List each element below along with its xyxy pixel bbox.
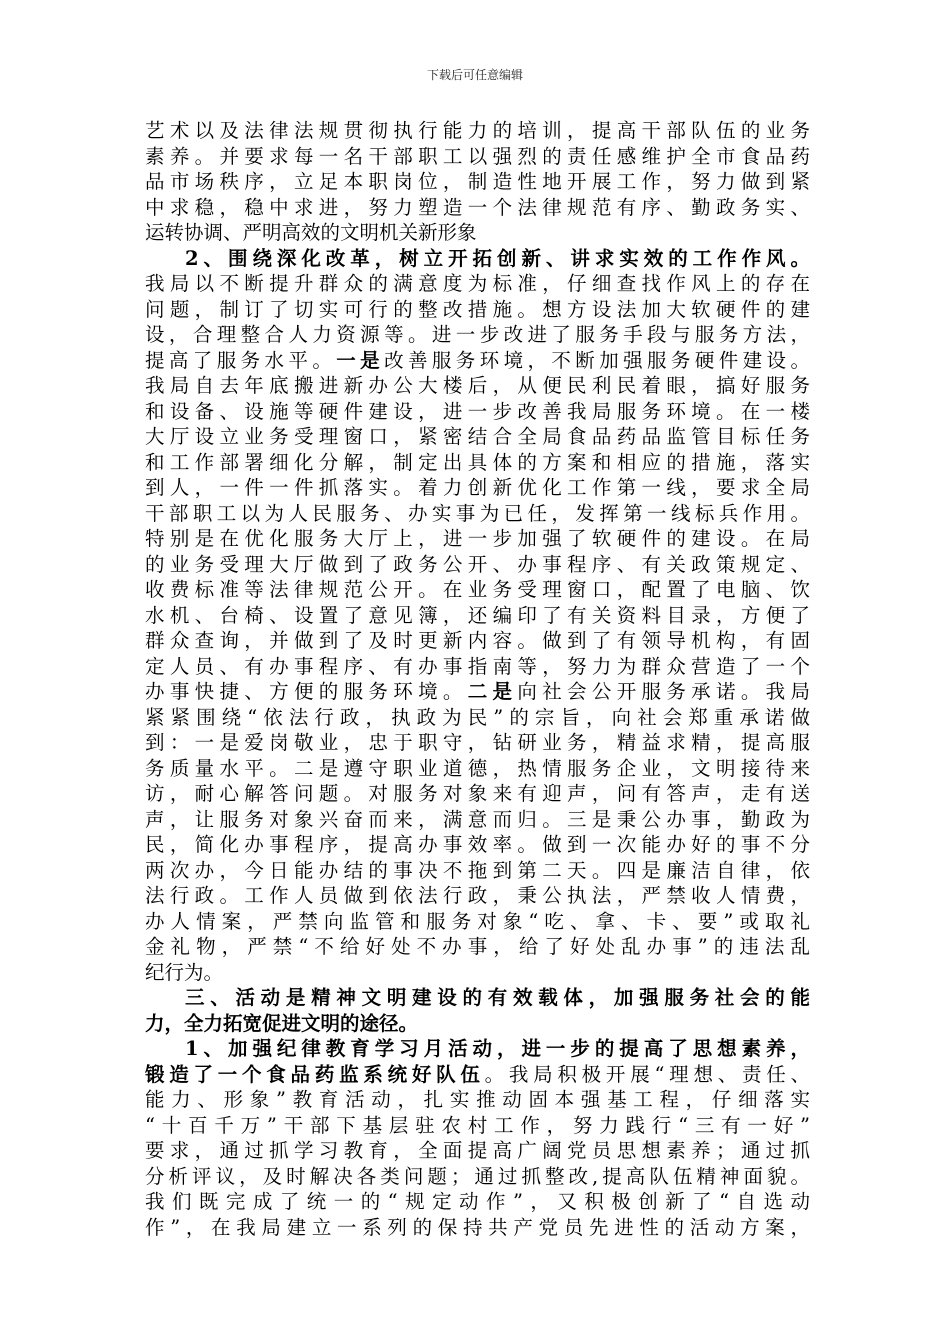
- text-line: [145, 220, 810, 246]
- text-line: [145, 424, 810, 450]
- text-line: [145, 1062, 810, 1088]
- text-line: [145, 1138, 810, 1164]
- text-line: [145, 297, 810, 323]
- text-segment: 我局自去年底搬进新办公大楼后，从便民利民着眼，搞好服务: [145, 374, 810, 397]
- text-line: [145, 985, 810, 1011]
- text-line: [145, 144, 810, 170]
- text-segment: 金礼物，严禁“不给好处不办事，给了好处乱办事”的违法乱: [145, 935, 810, 958]
- text-line: [145, 679, 810, 705]
- text-line: [145, 934, 810, 960]
- text-line: [145, 781, 810, 807]
- text-line: [145, 832, 810, 858]
- text-segment: 水机、台椅、设置了意见簿，还编印了有关资料目录，方便了: [145, 603, 810, 627]
- text-segment: 要求，通过抓学习教育，全面提高广阔党员思想素养；通过抓: [145, 1139, 810, 1162]
- text-line: [145, 1036, 810, 1062]
- text-line: [145, 1011, 810, 1037]
- text-line: [145, 909, 810, 935]
- text-line: [145, 628, 810, 654]
- text-line: [145, 169, 810, 195]
- text-segment: 到：一是爱岗敬业，忠于职守，钻研业务，精益求精，提高服: [145, 731, 810, 754]
- text-segment: 纪行为。: [145, 960, 224, 984]
- text-line: [145, 195, 810, 221]
- text-segment: 作”，在我局建立一系列的保持共产党员先进性的活动方案，: [145, 1215, 810, 1239]
- text-segment: 紧紧围绕“依法行政，执政为民”的宗旨，向社会郑重承诺做: [145, 705, 810, 729]
- text-line: [145, 322, 810, 348]
- text-line: [145, 399, 810, 425]
- bold-text-segment: 三、活动是精神文明建设的有效载体，加强服务社会的能: [185, 986, 810, 1009]
- text-segment: 办人情案，严禁向监管和服务对象“吃、拿、卡、要”或取礼: [145, 909, 810, 933]
- text-line: [145, 1215, 810, 1241]
- bold-text-segment: 锻造了一个食品药监系统好队伍: [145, 1062, 485, 1086]
- text-segment: 到人，一件一件抓落实。着力创新优化工作第一线，要求全局: [145, 476, 810, 499]
- text-segment: 分析评议，及时解决各类问题；通过抓整改,提高队伍精神面貌。: [145, 1164, 810, 1188]
- text-segment: 定人员、有办事程序、有办事指南等，努力为群众营造了一个: [145, 654, 810, 678]
- text-line: [145, 858, 810, 884]
- document-body: [145, 118, 810, 1240]
- text-line: [145, 501, 810, 527]
- text-segment: 两次办，今日能办结的事决不拖到第二天。四是廉洁自律，依: [145, 858, 810, 882]
- bold-text-segment: 1、加强纪律教育学习月活动，进一步的提高了思想素养，: [185, 1037, 810, 1060]
- text-line: [145, 577, 810, 603]
- text-line: [145, 1189, 810, 1215]
- text-segment: 我们既完成了统一的“规定动作”，又积极创新了“自选动: [145, 1190, 810, 1213]
- bold-text-segment: 2、围绕深化改革，树立开拓创新、讲求实效的工作作风。: [185, 246, 810, 270]
- text-segment: 办事快捷、方便的服务环境。: [145, 680, 468, 703]
- text-segment: 的业务受理大厅做到了政务公开、办事程序、有关政策规定、: [145, 552, 810, 576]
- text-line: [145, 603, 810, 629]
- text-segment: 中求稳，稳中求进，努力塑造一个法律规范有序、勤政务实、: [145, 195, 810, 219]
- text-line: [145, 450, 810, 476]
- text-line: [145, 883, 810, 909]
- text-line: [145, 271, 810, 297]
- text-line: [145, 475, 810, 501]
- text-line: [145, 1164, 810, 1190]
- text-line: [145, 756, 810, 782]
- text-line: [145, 373, 810, 399]
- text-line: [145, 526, 810, 552]
- bold-text-segment: 二是: [467, 680, 518, 703]
- text-segment: 艺术以及法律法规贯彻执行能力的培训，提高干部队伍的业务: [145, 119, 810, 142]
- text-segment: 能力、形象”教育活动，扎实推动固本强基工程，仔细落实: [145, 1088, 810, 1111]
- text-segment: 和设备、设施等硬件建设，进一步改善我局服务环境。在一楼: [145, 399, 810, 423]
- text-line: [145, 730, 810, 756]
- text-line: [145, 246, 810, 272]
- text-line: [145, 118, 810, 144]
- text-segment: 声，让服务对象兴奋而来，满意而归。三是秉公办事，勤政为: [145, 807, 810, 831]
- text-segment: 和工作部署细化分解，制定出具体的方案和相应的措施，落实: [145, 450, 810, 474]
- text-segment: 。我局积极开展“理想、责任、: [484, 1062, 810, 1086]
- bold-text-segment: 力，全力拓宽促进文明的途径。: [145, 1011, 419, 1035]
- text-segment: 特别是在优化服务大厅上，进一步加强了软硬件的建设。在局: [145, 527, 810, 550]
- text-line: [145, 348, 810, 374]
- text-segment: 提高了服务水平。: [145, 348, 337, 372]
- text-line: [145, 1113, 810, 1139]
- text-segment: “十百千万”干部下基层驻农村工作，努力践行“三有一好”: [145, 1113, 810, 1137]
- text-segment: 素养。并要求每一名干部职工以强烈的责任感维护全市食品药: [145, 144, 810, 168]
- text-segment: 向社会公开服务承诺。我局: [517, 680, 810, 703]
- bold-text-segment: 一是: [336, 348, 385, 372]
- text-line: [145, 552, 810, 578]
- text-segment: 民，简化办事程序，提高办事效率。做到一次能办好的事不分: [145, 833, 810, 856]
- text-line: [145, 1087, 810, 1113]
- text-segment: 务质量水平。二是遵守职业道德，热情服务企业，文明接待来: [145, 756, 810, 780]
- text-segment: 问题，制订了切实可行的整改措施。想方设法加大软硬件的建: [145, 297, 810, 321]
- text-segment: 我局以不断提升群众的满意度为标准，仔细查找作风上的存在: [145, 272, 810, 295]
- text-line: [145, 654, 810, 680]
- text-line: [145, 807, 810, 833]
- text-segment: 访，耐心解答问题。对服务对象来有迎声，问有答声，走有送: [145, 782, 810, 805]
- text-segment: 干部职工以为人民服务、办实事为已任，发挥第一线标兵作用。: [145, 501, 810, 525]
- text-segment: 运转协调、严明高效的文明机关新形象: [145, 221, 477, 244]
- text-line: [145, 960, 810, 986]
- text-segment: 品市场秩序，立足本职岗位，制造性地开展工作，努力做到紧: [145, 170, 810, 193]
- text-segment: 收费标准等法律规范公开。在业务受理窗口，配置了电脑、饮: [145, 578, 810, 601]
- text-segment: 群众查询，并做到了及时更新内容。做到了有领导机构，有固: [145, 629, 810, 652]
- page-header: 下载后可任意编辑: [426, 68, 523, 82]
- text-line: [145, 705, 810, 731]
- text-segment: 设，合理整合人力资源等。进一步改进了服务手段与服务方法，: [145, 323, 810, 346]
- text-segment: 改善服务环境，不断加强服务硬件建设。: [384, 348, 810, 372]
- text-segment: 大厅设立业务受理窗口，紧密结合全局食品药品监管目标任务: [145, 425, 810, 448]
- text-segment: 法行政。工作人员做到依法行政，秉公执法，严禁收人情费，: [145, 884, 810, 907]
